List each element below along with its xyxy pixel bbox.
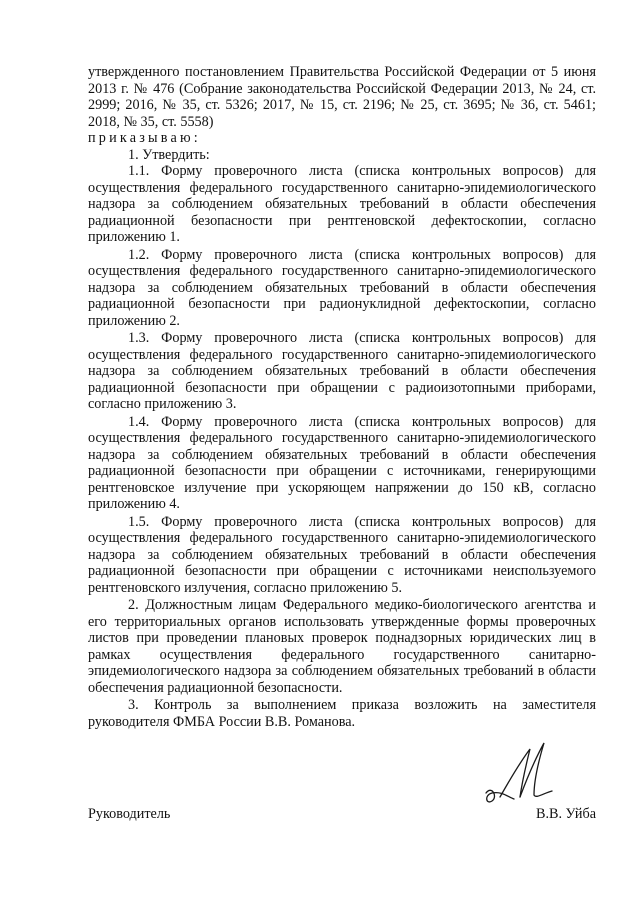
item-1-3: 1.3. Форму проверочного листа (списка контрольных вопросов) для осуществления федерального государственного санитарно-эпидемиологического надзора за соблюдением обязательных требований в области обеспечения радиационной безопасности при обращении с радиоизотопными приборами, согласно приложению 3. [88,330,596,412]
item-1-1: 1.1. Форму проверочного листа (списка контрольных вопросов) для осуществления федерального государственного санитарно-эпидемиологического надзора за соблюдением обязательных требований в области обеспечения радиационной безопасности при рентгеновской дефектоскопии, согласно приложению 1. [88,163,596,245]
item-3: 3. Контроль за выполнением приказа возложить на заместителя руководителя ФМБА России В.В. Романова. [88,697,596,730]
item-1-5: 1.5. Форму проверочного листа (списка контрольных вопросов) для осуществления федерального государственного санитарно-эпидемиологического надзора за соблюдением обязательных требований в области обеспечения радиационной безопасности при обращении с источниками неиспользуемого рентгеновского излучения, согласно приложению 5. [88,513,596,596]
item-2: 2. Должностным лицам Федерального медико-биологического агентства и его территориальных органов использовать утвержденные формы проверочных листов при проведении плановых проверок поднадзорных юридических лиц в рамках осуществления федерального государственного санитарно-эпидемиологического надзора за соблюдением обязательных требований в области обеспечения радиационной безопасности. [88,597,596,696]
document-body [88,64,596,730]
handwritten-signature [478,735,558,810]
signatory-title: Руководитель [88,806,171,822]
item-1-2: 1.2. Форму проверочного листа (списка контрольных вопросов) для осуществления федерального государственного санитарно-эпидемиологического надзора за соблюдением обязательных требований в области обеспечения радиационной безопасности при радионуклидной дефектоскопии, согласно приложению 2. [88,246,596,329]
order-word: приказываю: [88,130,201,146]
intro-paragraph: утвержденного постановлением Правительства Российской Федерации от 5 июня 2013 г. № 476 (Собрание законодательства Российской Федерации 2013, № 24, ст. 2999; 2016, № 35, ст. 5326; 2017, № 15, ст. 2196; № 25, ст. 3695; № 36, ст. 5461; 2018, № 35, ст. 5558) [88,64,596,130]
item-1: 1. Утвердить: [128,146,210,163]
signatory-name: В.В. Уйба [535,806,596,822]
item-1-4: 1.4. Форму проверочного листа (списка контрольных вопросов) для осуществления федерального государственного санитарно-эпидемиологического надзора за соблюдением обязательных требований в области обеспечения радиационной безопасности при обращении с источниками, генерирующими рентгеновское излучение при ускоряющем напряжении до 150 кВ, согласно приложению 4. [88,413,596,512]
